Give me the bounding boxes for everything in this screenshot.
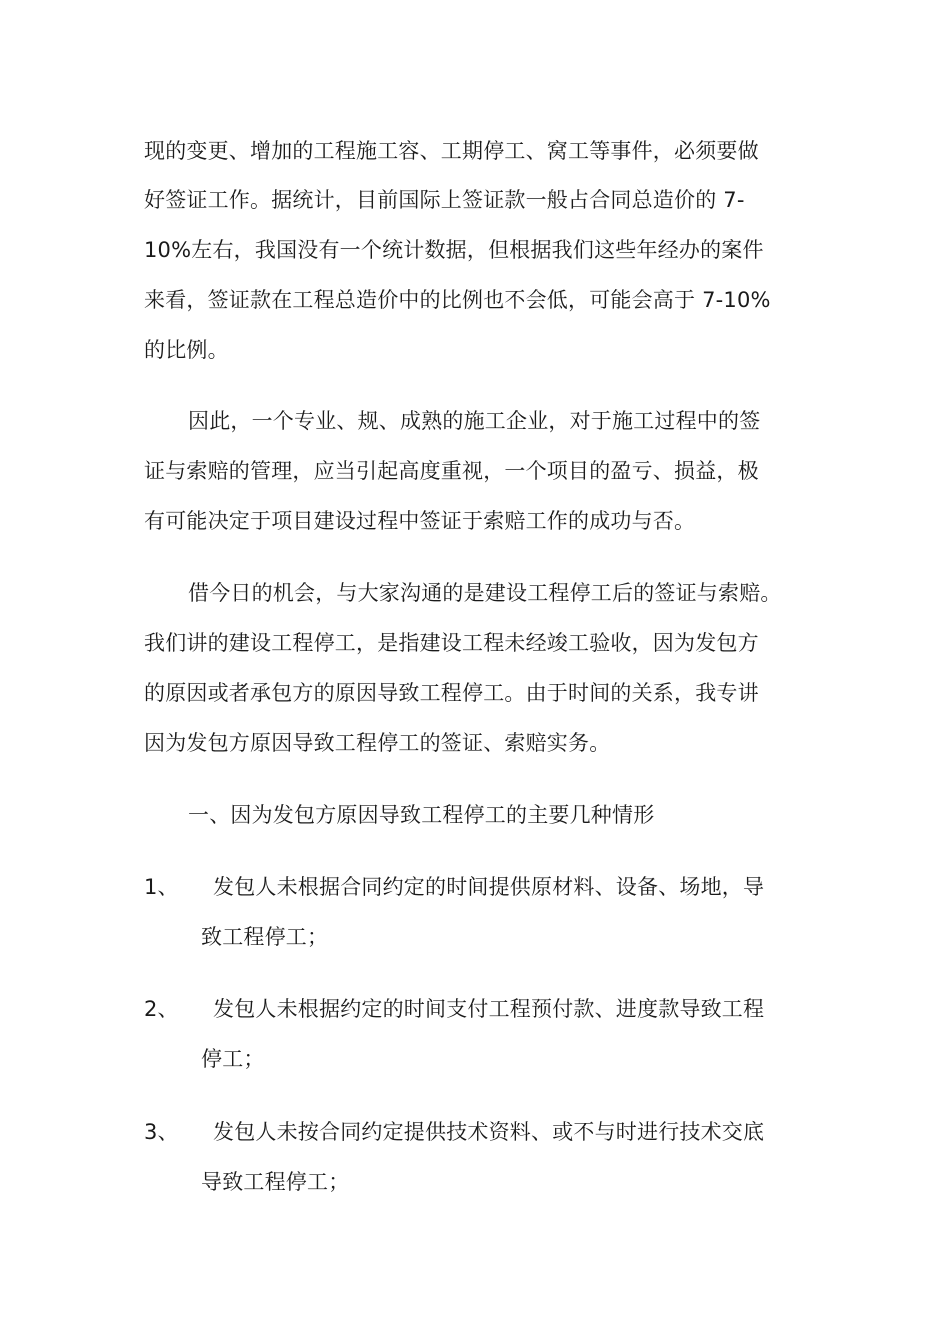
paragraph-1-line-2: 好签证工作。据统计，目前国际上签证款一般占合同总造价的 7- bbox=[144, 188, 745, 212]
list-item-number: 2、 bbox=[144, 997, 179, 1021]
list-item-text-continued: 致工程停工； bbox=[201, 925, 329, 949]
paragraph-3-line-3: 的原因或者承包方的原因导致工程停工。由于时间的关系，我专讲 bbox=[144, 681, 759, 705]
paragraph-3-line-1: 借今日的机会，与大家沟通的是建设工程停工后的签证与索赔。 bbox=[188, 581, 782, 605]
paragraph-3-line-4: 因为发包方原因导致工程停工的签证、索赔实务。 bbox=[144, 731, 611, 755]
paragraph-1-line-1: 现的变更、增加的工程施工容、工期停工、窝工等事件，必须要做 bbox=[144, 139, 759, 163]
paragraph-2-line-1: 因此，一个专业、规、成熟的施工企业，对于施工过程中的签 bbox=[188, 409, 761, 433]
paragraph-1-line-3: 10%左右，我国没有一个统计数据，但根据我们这些年经办的案件 bbox=[144, 238, 764, 262]
section-heading: 一、因为发包方原因导致工程停工的主要几种情形 bbox=[188, 803, 655, 827]
list-item-text: 发包人未按合同约定提供技术资料、或不与时进行技术交底 bbox=[213, 1120, 765, 1144]
paragraph-3-line-2: 我们讲的建设工程停工，是指建设工程未经竣工验收，因为发包方 bbox=[144, 631, 759, 655]
paragraph-2-line-3: 有可能决定于项目建设过程中签证于索赔工作的成功与否。 bbox=[144, 509, 696, 533]
list-item-text-continued: 停工； bbox=[201, 1047, 265, 1071]
list-item-number: 3、 bbox=[144, 1120, 179, 1144]
paragraph-1-line-5: 的比例。 bbox=[144, 338, 229, 362]
list-item-text: 发包人未根据约定的时间支付工程预付款、进度款导致工程 bbox=[213, 997, 765, 1021]
list-item-number: 1、 bbox=[144, 875, 179, 899]
paragraph-1-line-4: 来看，签证款在工程总造价中的比例也不会低，可能会高于 7-10% bbox=[144, 288, 771, 312]
list-item-text-continued: 导致工程停工； bbox=[201, 1170, 350, 1194]
list-item-text: 发包人未根据合同约定的时间提供原材料、设备、场地，导 bbox=[213, 875, 765, 899]
paragraph-2-line-2: 证与索赔的管理，应当引起高度重视，一个项目的盈亏、损益，极 bbox=[144, 459, 759, 483]
